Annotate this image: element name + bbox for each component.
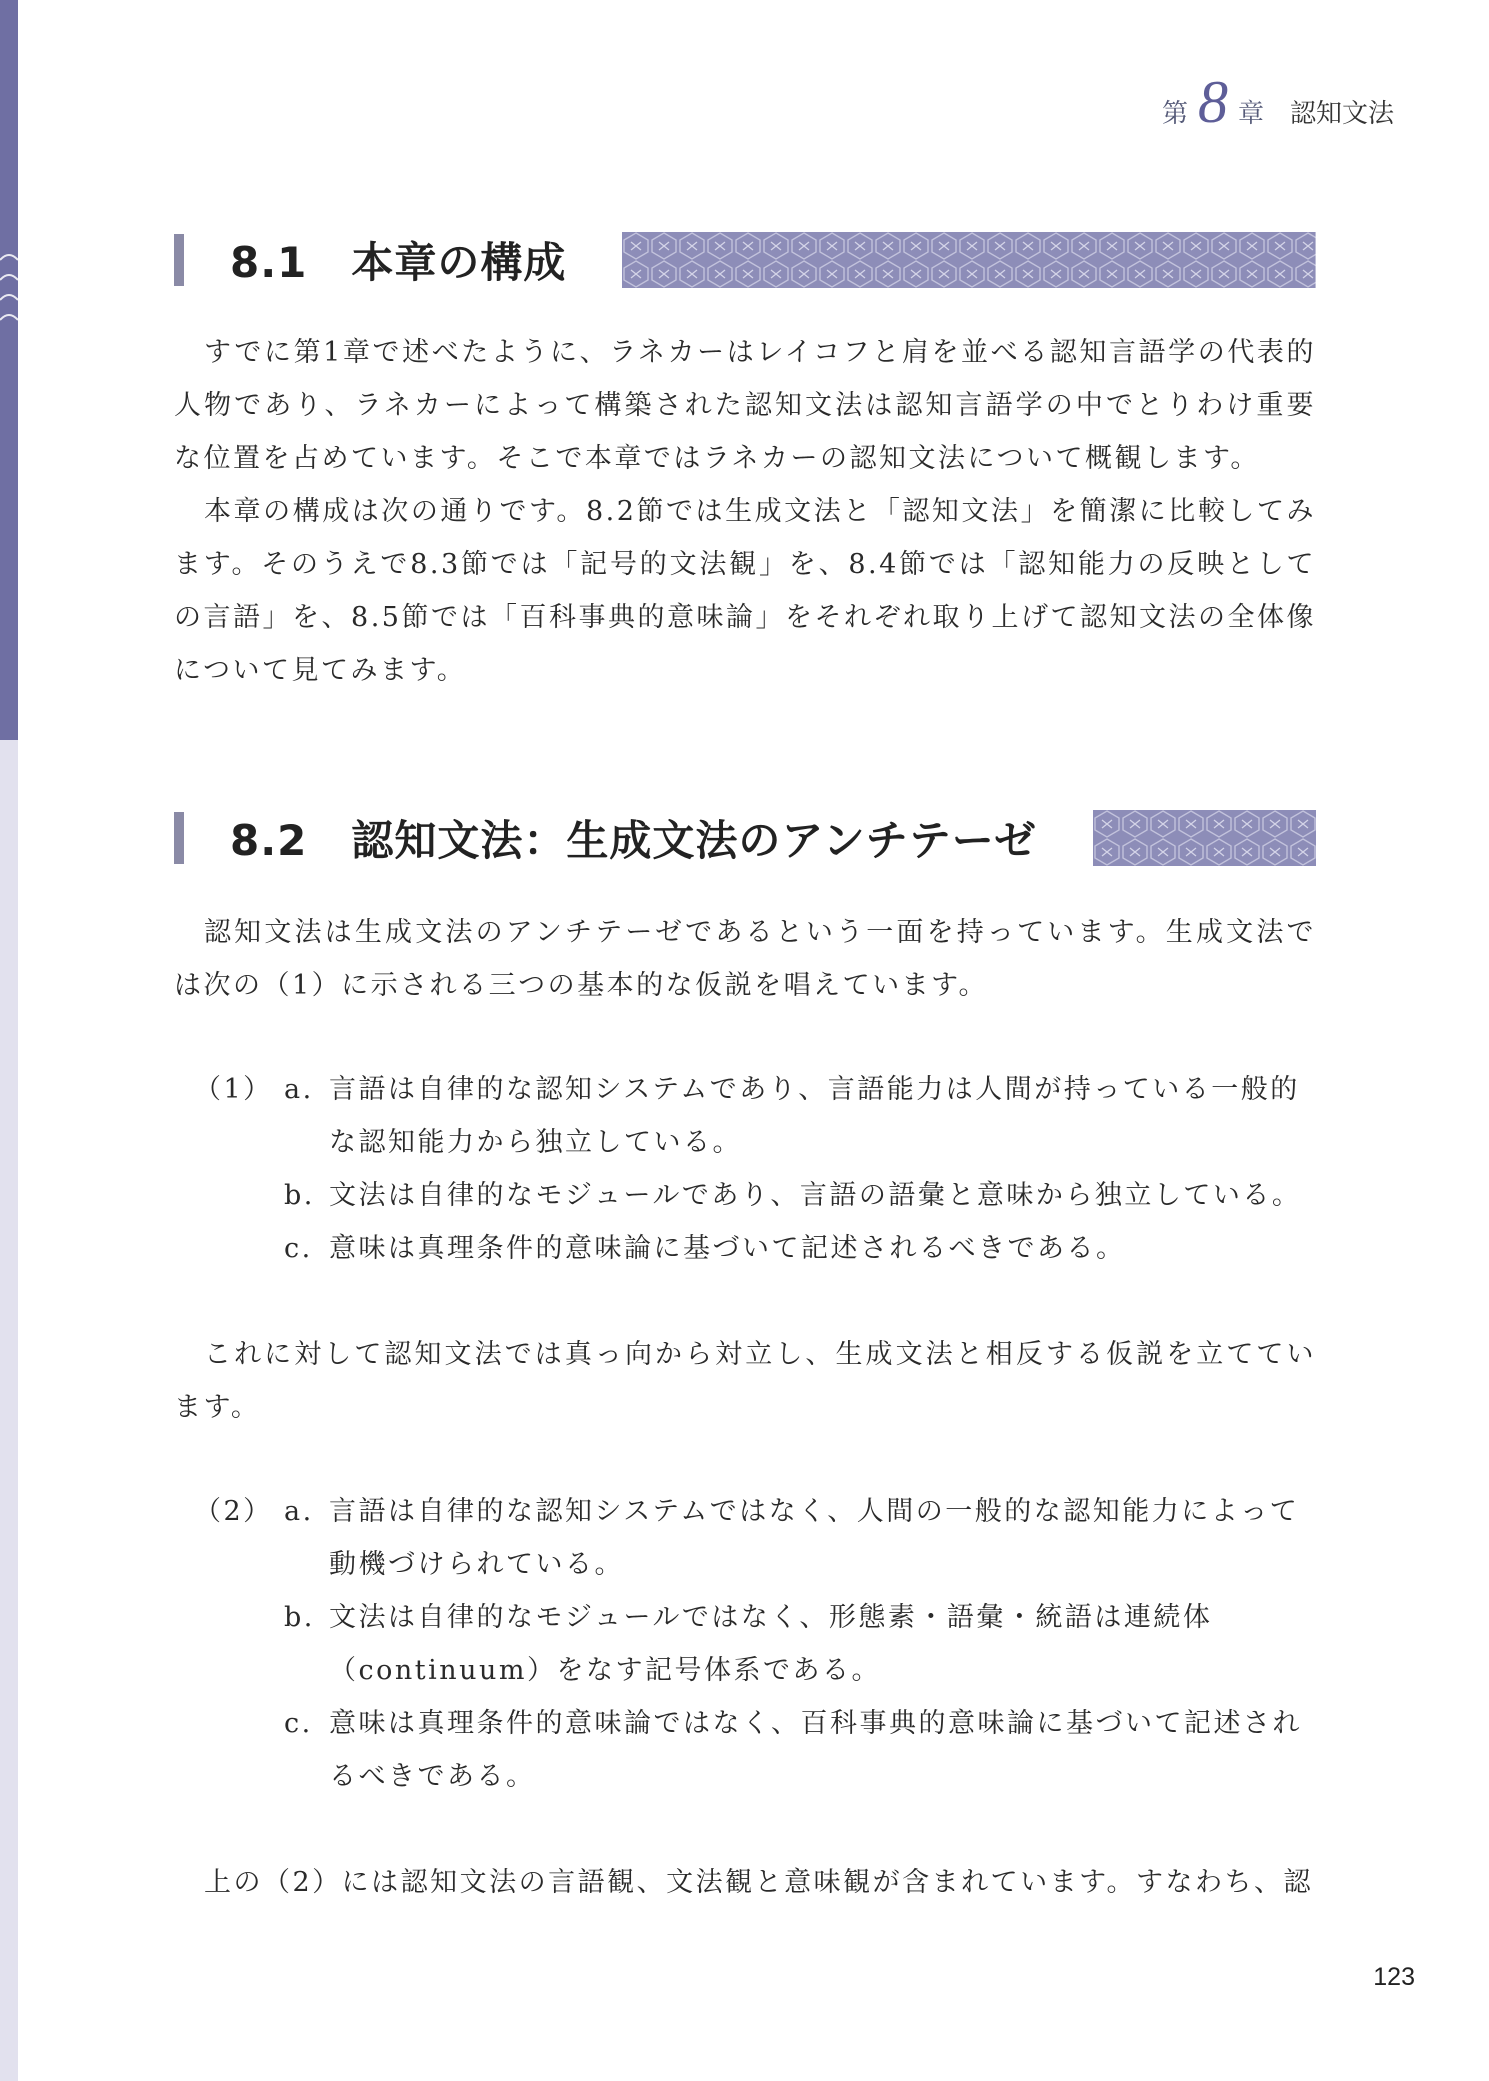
wave-ornament (0, 240, 18, 350)
example-item (174, 1485, 1316, 1591)
item-text: 意味は真理条件的意味論に基づいて記述されるべきである。 (329, 1233, 1126, 1264)
example-item (174, 1591, 1316, 1697)
section-8-1-body (174, 326, 1316, 697)
section-8-2-closing (174, 1856, 1316, 1909)
item-text: 文法は自律的なモジュールではなく、形態素・語彙・統語は連続体（continuum）をなす記号体系である。 (329, 1602, 1213, 1686)
example-2 (174, 1485, 1316, 1803)
item-letter: a. (284, 1074, 314, 1105)
section-heading-8-2 (174, 810, 1316, 866)
item-letter: b. (284, 1180, 315, 1211)
chapter-tab (0, 0, 18, 740)
item-letter: b. (284, 1602, 315, 1633)
example-item (174, 1169, 1316, 1222)
paragraph: これに対して認知文法では真っ向から対立し、生成文法と相反する仮説を立てています。 (174, 1339, 1316, 1423)
item-text: 文法は自律的なモジュールであり、言語の語彙と意味から独立している。 (329, 1180, 1302, 1211)
heading-pattern-ornament (622, 232, 1316, 288)
chapter-number: 8 (1197, 69, 1228, 135)
running-header (1161, 69, 1394, 135)
paragraph: すでに第1章で述べたように、ラネカーはレイコフと肩を並べる認知言語学の代表的人物であり、ラネカーによって構築された認知文法は認知言語学の中でとりわけ重要な位置を占めています。そこで本章ではラネカーの認知文法について概観します。 (174, 337, 1316, 474)
chapter-suffix: 章 (1237, 99, 1264, 129)
item-text: 意味は真理条件的意味論ではなく、百科事典的意味論に基づいて記述されるべきである。 (329, 1708, 1302, 1792)
section-number: 8.2 (230, 816, 308, 865)
chapter-title: 認知文法 (1289, 99, 1394, 129)
paragraph: 上の（2）には認知文法の言語観、文法観と意味観が含まれています。すなわち、認 (204, 1867, 1314, 1898)
paragraph: 本章の構成は次の通りです。8.2節では生成文法と「認知文法」を簡潔に比較してみます。そのうえで8.3節では「記号的文法観」を、8.4節では「認知能力の反映としての言語」を、8.5節では「百科事典的意味論」をそれぞれ取り上げて認知文法の全体像について見てみます。 (174, 496, 1316, 686)
item-letter: a. (284, 1496, 314, 1527)
item-letter: c. (284, 1708, 313, 1739)
example-item (174, 1697, 1316, 1803)
section-number: 8.1 (230, 238, 308, 287)
section-title-text: 本章の構成 (351, 238, 567, 287)
section-title (230, 230, 566, 290)
chapter-prefix: 第 (1161, 99, 1188, 129)
paragraph: 認知文法は生成文法のアンチテーゼであるという一面を持っています。生成文法では次の（1）に示される三つの基本的な仮説を唱えています。 (174, 917, 1316, 1001)
section-heading-8-1 (174, 232, 1316, 288)
section-8-2-middle (174, 1328, 1316, 1434)
heading-bar (174, 812, 184, 864)
section-8-2-intro (174, 906, 1316, 1012)
example-number: （2） (194, 1496, 273, 1527)
section-title (230, 808, 1037, 868)
section-title-text: 認知文法：生成文法のアンチテーゼ (351, 816, 1037, 865)
heading-bar (174, 234, 184, 286)
example-item (174, 1222, 1316, 1275)
page-number: 123 (1373, 1963, 1415, 1991)
example-1 (174, 1063, 1316, 1275)
item-letter: c. (284, 1233, 313, 1264)
example-item (174, 1063, 1316, 1169)
item-text: 言語は自律的な認知システムではなく、人間の一般的な認知能力によって動機づけられている。 (329, 1496, 1300, 1580)
example-number: （1） (194, 1074, 273, 1105)
heading-pattern-ornament (1093, 810, 1316, 866)
item-text: 言語は自律的な認知システムであり、言語能力は人間が持っている一般的な認知能力から独立している。 (329, 1074, 1300, 1158)
